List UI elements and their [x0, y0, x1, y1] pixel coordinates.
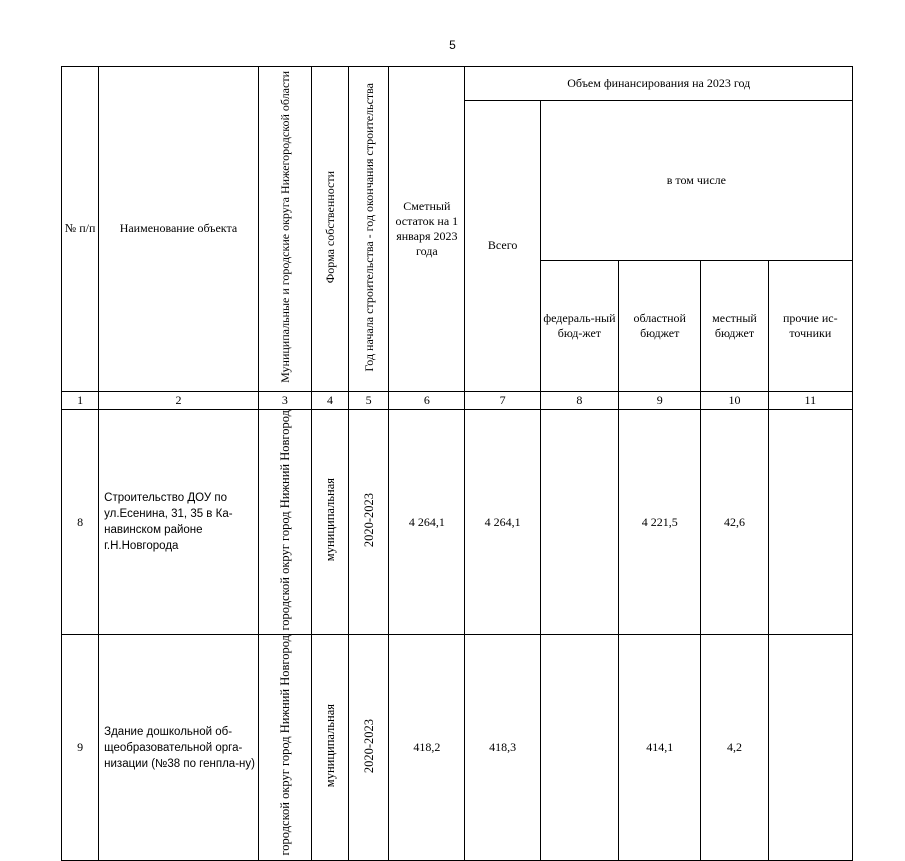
- column-number: 11: [768, 391, 852, 409]
- column-number: 5: [349, 391, 389, 409]
- header-regional: областной бюджет: [619, 260, 701, 391]
- column-number: 3: [258, 391, 311, 409]
- row-municipality: городской округ город Нижний Новгород: [258, 635, 311, 861]
- header-other: прочие ис-точники: [768, 260, 852, 391]
- header-local: местный бюджет: [701, 260, 768, 391]
- column-number: 9: [619, 391, 701, 409]
- financing-table: [61, 66, 853, 861]
- row-num: 9: [62, 635, 99, 861]
- row-object-name: Здание дошкольной об-щеобразовательной орга-низации (№38 по генпла-ну): [99, 635, 259, 861]
- row-other: [768, 409, 852, 635]
- header-name: Наименование объекта: [99, 67, 259, 392]
- row-years: 2020-2023: [349, 409, 389, 635]
- header-municipality: Муниципальные и городские округа Нижегородской области: [258, 67, 311, 392]
- row-object-name: Строительство ДОУ по ул.Есенина, 31, 35 в Ка-навинском районе г.Н.Новгорода: [99, 409, 259, 635]
- column-number: 8: [540, 391, 618, 409]
- column-number: 6: [389, 391, 465, 409]
- row-local: 4,2: [701, 635, 768, 861]
- header-balance: Сметный остаток на 1 января 2023 года: [389, 67, 465, 392]
- row-balance: 418,2: [389, 635, 465, 861]
- header-ownership: Форма собственности: [311, 67, 348, 392]
- header-including: в том числе: [540, 101, 852, 261]
- header-num: № п/п: [62, 67, 99, 392]
- row-years: 2020-2023: [349, 635, 389, 861]
- table-row: [62, 409, 853, 635]
- row-regional: 4 221,5: [619, 409, 701, 635]
- column-number-row: [62, 391, 853, 409]
- row-total: 418,3: [465, 635, 540, 861]
- row-balance: 4 264,1: [389, 409, 465, 635]
- row-federal: [540, 409, 618, 635]
- row-municipality: городской округ город Нижний Новгород: [258, 409, 311, 635]
- row-regional: 414,1: [619, 635, 701, 861]
- header-funding-group: Объем финансирования на 2023 год: [465, 67, 853, 101]
- row-federal: [540, 635, 618, 861]
- header-total: Всего: [465, 101, 540, 392]
- row-other: [768, 635, 852, 861]
- row-ownership: муниципальная: [311, 635, 348, 861]
- row-ownership: муниципальная: [311, 409, 348, 635]
- header-row-1: [62, 67, 853, 101]
- column-number: 10: [701, 391, 768, 409]
- column-number: 1: [62, 391, 99, 409]
- table-row: [62, 635, 853, 861]
- header-federal: федераль-ный бюд-жет: [540, 260, 618, 391]
- column-number: 2: [99, 391, 259, 409]
- row-local: 42,6: [701, 409, 768, 635]
- page-number: 5: [449, 38, 456, 52]
- column-number: 4: [311, 391, 348, 409]
- row-num: 8: [62, 409, 99, 635]
- row-total: 4 264,1: [465, 409, 540, 635]
- header-years: Год начала строительства - год окончания строительства: [349, 67, 389, 392]
- column-number: 7: [465, 391, 540, 409]
